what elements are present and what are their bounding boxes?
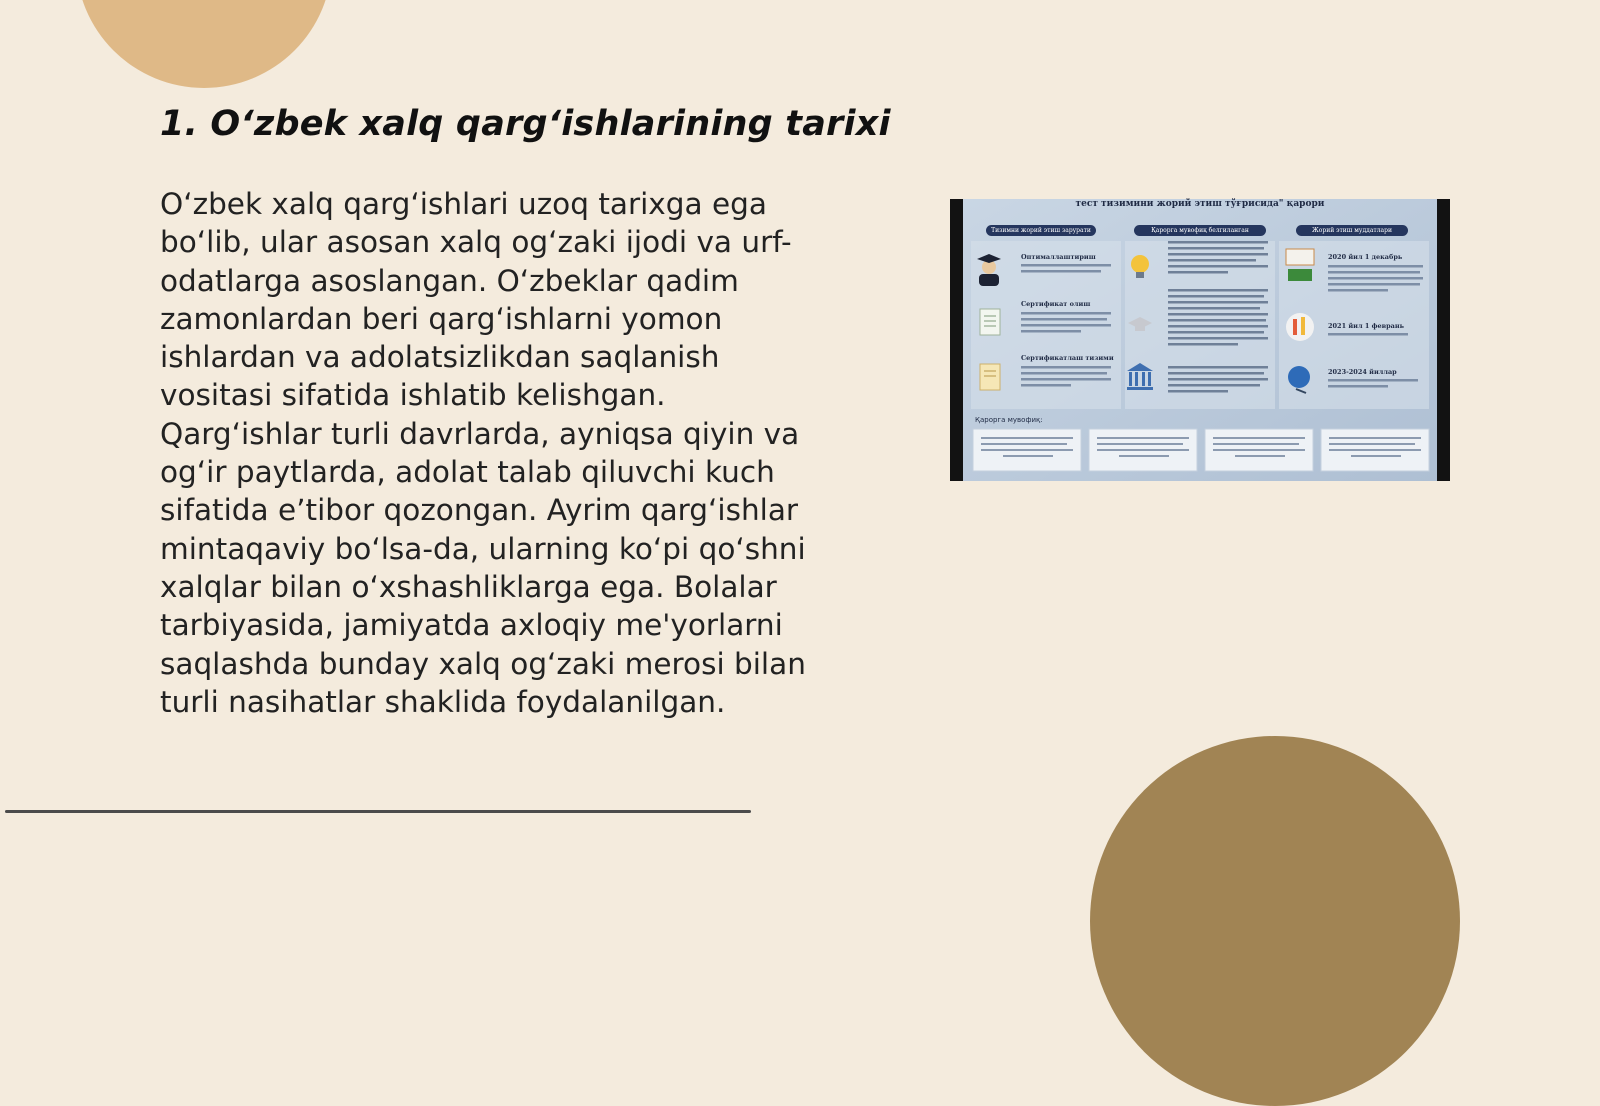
infographic-pill-3: Жорий этиш муддатлари bbox=[1296, 225, 1408, 236]
infographic-title: тест тизимини жорий этиш тўғрисида" қарори bbox=[1075, 199, 1325, 209]
infographic-label-optimization: Оптималлаштириш bbox=[1021, 253, 1096, 261]
infographic-pill-2: Қарорга мувофиқ белгиланган bbox=[1134, 225, 1266, 236]
divider-line bbox=[5, 810, 751, 813]
book-icon bbox=[1286, 249, 1314, 281]
infographic-label-certificate: Сертификат олиш bbox=[1021, 300, 1091, 308]
infographic-date-1: 2020 йил 1 декабрь bbox=[1328, 253, 1403, 261]
infographic-graphic bbox=[963, 199, 1437, 481]
infographic-date-3: 2023-2024 йиллар bbox=[1328, 368, 1397, 376]
infographic-pill-1: Тизимни жорий этиш зарурати bbox=[986, 225, 1096, 236]
slide-body-text: O‘zbek xalq qarg‘ishlari uzoq tarixga ega bo‘lib, ular asosan xalq og‘zaki ijodi va urf-odatlarga asoslangan. O‘zbeklar qadim zamonlardan beri qarg‘ishlarni yomon ishlardan va adolatsizlikdan saqlanish vositasi sifatida ishlatib kelishgan. Qarg‘ishlar turli davrlarda, ayniqsa qiyin va og‘ir paytlarda, adolat talab qiluvchi kuch sifatida e’tibor qozongan. Ayrim qarg‘ishlar mintaqaviy bo‘lsa-da, ularning ko‘pi qo‘shni xalqlar bilan o‘xshashliklarga ega. Bolalar tarbiyasida, jamiyatda axloqiy me'yorlarni saqlashda bunday xalq og‘zaki merosi bilan turli nasihatlar shaklida foydalanilgan. bbox=[160, 187, 806, 719]
infographic-label-certification-system: Сертификатлаш тизими bbox=[1021, 354, 1114, 362]
flask-icon bbox=[1286, 313, 1314, 341]
document-icon bbox=[980, 309, 1000, 335]
slide-title: 1. O‘zbek xalq qarg‘ishlarining tarixi bbox=[160, 104, 891, 144]
infographic-footer-label: Қарорга мувофиқ: bbox=[975, 416, 1043, 424]
decorative-circle-bottom bbox=[1090, 736, 1460, 1106]
decorative-circle-top bbox=[76, 0, 332, 88]
certificate-icon bbox=[980, 364, 1000, 390]
infographic-date-2: 2021 йил 1 феврань bbox=[1328, 322, 1405, 330]
infographic-image bbox=[950, 199, 1450, 481]
